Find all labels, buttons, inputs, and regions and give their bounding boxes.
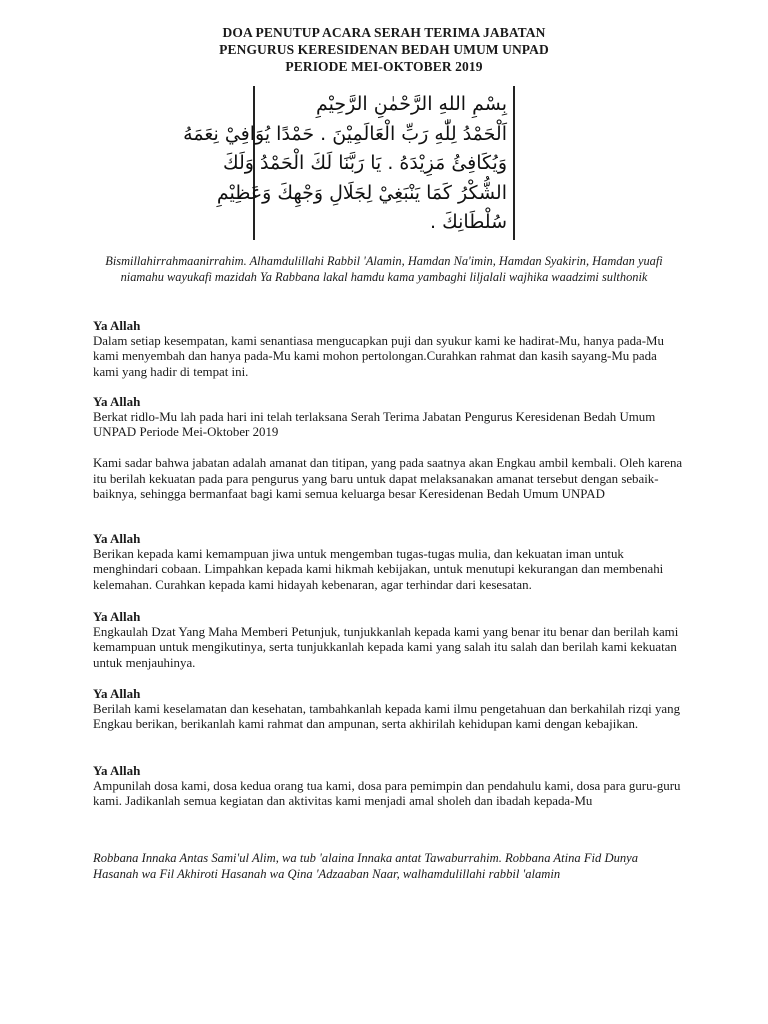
section-paragraph: Dalam setiap kesempatan, kami senantiasa mengucapkan puji dan syukur kami ke hadirat-Mu, hanya pada-Mu kami menyembah dan hanya pada-Mu kami mohon pertolongan.Curahkan rahmat dan kasih sayang-Mu pada kami yang hadir di tempat ini. [93,333,664,379]
prayer-section-5 [93,686,683,733]
prayer-section-6 [93,763,683,810]
arabic-line-3: وَيُكَافِئُ مَزِيْدَهُ . يَا رَبَّنَا لَكَ الْحَمْدُ وَلَكَ [223,152,507,174]
prayer-section-2-continued [93,456,683,503]
section-heading: Ya Allah [93,318,141,333]
arabic-calligraphy-box [183,86,515,240]
arabic-line-1: بِسْمِ اللهِ الرَّحْمٰنِ الرَّحِيْمِ [316,93,507,115]
arabic-line-4: الشُّكْرُ كَمَا يَنْبَغِيْ لِجَلَالِ وَجْهِكَ وَعَظِيْمِ [216,181,507,204]
prayer-section-2 [93,394,683,441]
transliteration: Bismillahirrahmaanirrahim. Alhamdulillahi Rabbil 'Alamin, Hamdan Na'imin, Hamdan Syakirin, Hamdan yuafi niamahu wayukafi mazidah Ya Rabbana lakal hamdu kama yambaghi liljalali wajhika waadzimi sulthonik [105,254,663,284]
section-paragraph: Berilah kami keselamatan dan kesehatan, tambahkanlah kepada kami ilmu pengetahuan dan berkahilah rizqi yang Engkau berikan, berikanlah kami rahmat dan ampunan, serta akhirilah kehidupan kami dengan kebajikan. [93,701,681,732]
section-heading: Ya Allah [93,686,141,701]
title-line-2: PENGURUS KERESIDENAN BEDAH UMUM UNPAD [219,42,549,57]
arabic-line-2: اَلْحَمْدُ لِلّٰهِ رَبِّ الْعَالَمِيْنَ . حَمْدًا يُوَافِيْ نِعَمَهُ [183,122,507,145]
prayer-section-3 [93,531,683,593]
section-heading: Ya Allah [93,609,141,624]
section-heading: Ya Allah [93,394,141,409]
section-paragraph: Engkaulah Dzat Yang Maha Memberi Petunjuk, tunjukkanlah kepada kami yang benar itu benar dan berilah kami kemampuan untuk mengikutinya, serta tunjukkanlah kepada kami yang salah itu salah dan berilah kami kekuatan untuk menjauhinya. [93,624,679,670]
title-line-1: DOA PENUTUP ACARA SERAH TERIMA JABATAN [222,25,546,40]
arabic-prayer-text [183,90,507,238]
section-paragraph: Berikan kepada kami kemampuan jiwa untuk mengemban tugas-tugas mulia, dan kekuatan iman untuk menghindari cobaan. Limpahkan kepada kami hikmah kebijakan, untuk menutupi kekurangan dan membenahi kelemahan. Curahkan kepada kami hidayah kebenaran, agar terhindar dari kesesatan. [93,546,664,592]
prayer-section-1 [93,318,683,380]
section-paragraph: Kami sadar bahwa jabatan adalah amanat dan titipan, yang pada saatnya akan Engkau ambil kembali. Oleh karena itu berilah kekuatan pada para pengurus yang baru untuk dapat melaksanakan amanat tersebut dengan sebaik-baiknya, sehingga bermanfaat bagi kami semua keluarga besar Keresidenan Bedah Umum UNPAD [93,456,683,502]
document-title [0,24,768,75]
section-heading: Ya Allah [93,763,141,778]
title-line-3: PERIODE MEI-OKTOBER 2019 [285,59,483,74]
closing-prayer: Robbana Innaka Antas Sami'ul Alim, wa tub 'alaina Innaka antat Tawaburrahim. Robbana Atina Fid Dunya Hasanah wa Fil Akhiroti Hasanah wa Qina 'Adzaaban Naar, walhamdulillahi rabbil 'alamin [93,851,639,881]
prayer-section-4 [93,609,683,671]
arabic-line-5: سُلْطَانِكَ . [430,211,507,233]
section-paragraph: Ampunilah dosa kami, dosa kedua orang tua kami, dosa para pemimpin dan pendahulu kami, dosa para guru-guru kami. Jadikanlah semua kegiatan dan aktivitas kami menjadi amal sholeh dan ibadah kepada-Mu [93,778,681,809]
section-heading: Ya Allah [93,531,141,546]
section-paragraph: Berkat ridlo-Mu lah pada hari ini telah terlaksana Serah Terima Jabatan Pengurus Keresidenan Bedah Umum UNPAD Periode Mei-Oktober 2019 [93,409,656,440]
